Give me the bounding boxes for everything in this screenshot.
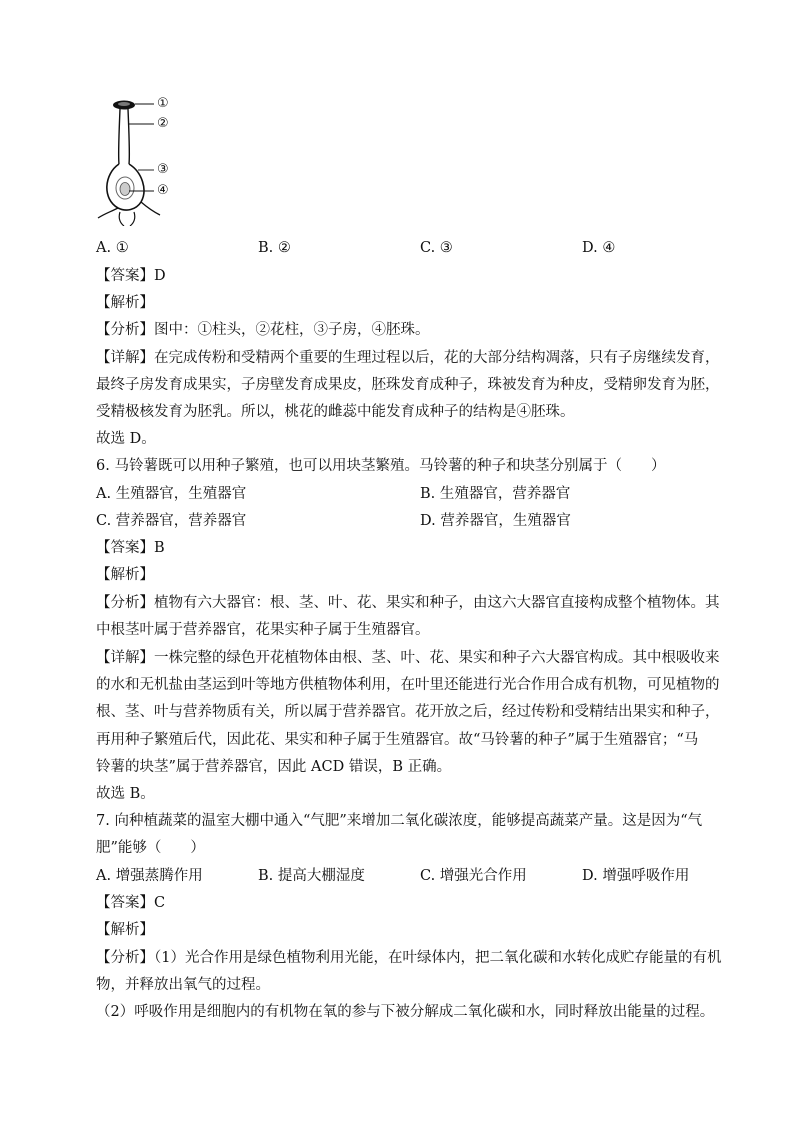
q6-stem: 6. 马铃薯既可以用种子繁殖，也可以用块茎繁殖。马铃薯的种子和块茎分别属于（ ） <box>96 458 666 474</box>
q6-xiangjie-line-4: 再用种子繁殖后代，因此花、果实和种子属于生殖器官。故“马铃薯的种子”属于生殖器官；“马 <box>96 732 699 748</box>
q7-option-d: D. 增强呼吸作用 <box>582 868 690 884</box>
q6-fenxi-line-1: 【分析】植物有六大器官：根、茎、叶、花、果实和种子，由这六大器官直接构成整个植物体。其 <box>96 595 720 611</box>
q6-xiangjie-line-5: 铃薯的块茎”属于营养器官，因此 ACD 错误，B 正确。 <box>96 759 452 775</box>
q7-option-a: A. 增强蒸腾作用 <box>96 868 203 884</box>
q6-conclusion: 故选 B。 <box>96 786 155 802</box>
q6-option-c: C. 营养器官，营养器官 <box>96 513 247 529</box>
q7-fenxi-line-3: （2）呼吸作用是细胞内的有机物在氧的参与下被分解成二氧化碳和水，同时释放出能量的过程。 <box>96 1004 715 1020</box>
figure-label-1: ① <box>157 96 169 111</box>
q5-xiangjie-line-2: 最终子房发育成果实，子房壁发育成果皮，胚珠发育成种子，珠被发育为种皮，受精卵发育为胚， <box>96 377 720 393</box>
q7-fenxi-line-1: 【分析】（1）光合作用是绿色植物利用光能，在叶绿体内，把二氧化碳和水转化成贮存能量的有机 <box>96 950 722 966</box>
pistil-diagram <box>96 94 186 226</box>
q7-stem-line-1: 7. 向种植蔬菜的温室大棚中通入“气肥”来增加二氧化碳浓度，能够提高蔬菜产量。这是因为“气 <box>96 813 703 829</box>
q7-fenxi-line-2: 物，并释放出氧气的过程。 <box>96 977 270 993</box>
q5-answer: 【答案】D <box>96 268 166 284</box>
q7-option-b: B. 提高大棚湿度 <box>258 868 365 884</box>
q5-option-a: A. ① <box>96 240 129 256</box>
q5-xiangjie-line-3: 受精极核发育为胚乳。所以，桃花的雌蕊中能发育成种子的结构是④胚珠。 <box>96 404 575 420</box>
q7-stem-line-2: 肥”能够（ ） <box>96 840 205 856</box>
q5-analysis-heading: 【解析】 <box>96 295 154 311</box>
q6-fenxi-line-2: 中根茎叶属于营养器官，花果实种子属于生殖器官。 <box>96 622 430 638</box>
q5-option-d: D. ④ <box>582 240 616 256</box>
q5-xiangjie-line-1: 【详解】在完成传粉和受精两个重要的生理过程以后，花的大部分结构凋落，只有子房继续发育， <box>96 350 720 366</box>
q5-option-c: C. ③ <box>420 240 453 256</box>
figure-label-3: ③ <box>157 162 169 177</box>
q6-option-a: A. 生殖器官，生殖器官 <box>96 486 247 502</box>
q5-fenxi: 【分析】图中：①柱头，②花柱，③子房，④胚珠。 <box>96 322 430 338</box>
q7-answer: 【答案】C <box>96 895 166 911</box>
q6-xiangjie-line-2: 的水和无机盐由茎运到叶等地方供植物体利用，在叶里还能进行光合作用合成有机物，可见植物的 <box>96 677 720 693</box>
pistil-drawing <box>96 94 186 226</box>
q5-conclusion: 故选 D。 <box>96 431 156 447</box>
q6-xiangjie-line-3: 根、茎、叶与营养物质有关，所以属于营养器官。花开放之后，经过传粉和受精结出果实和种子， <box>96 704 720 720</box>
q6-xiangjie-line-1: 【详解】一株完整的绿色开花植物体由根、茎、叶、花、果实和种子六大器官构成。其中根吸收来 <box>96 650 720 666</box>
q5-option-b: B. ② <box>258 240 291 256</box>
q7-option-c: C. 增强光合作用 <box>420 868 527 884</box>
q6-analysis-heading: 【解析】 <box>96 567 154 583</box>
figure-label-2: ② <box>157 116 169 131</box>
q6-answer: 【答案】B <box>96 540 165 556</box>
q6-option-b: B. 生殖器官，营养器官 <box>420 486 571 502</box>
figure-label-4: ④ <box>157 183 169 198</box>
q7-analysis-heading: 【解析】 <box>96 922 154 938</box>
q6-option-d: D. 营养器官，生殖器官 <box>420 513 571 529</box>
